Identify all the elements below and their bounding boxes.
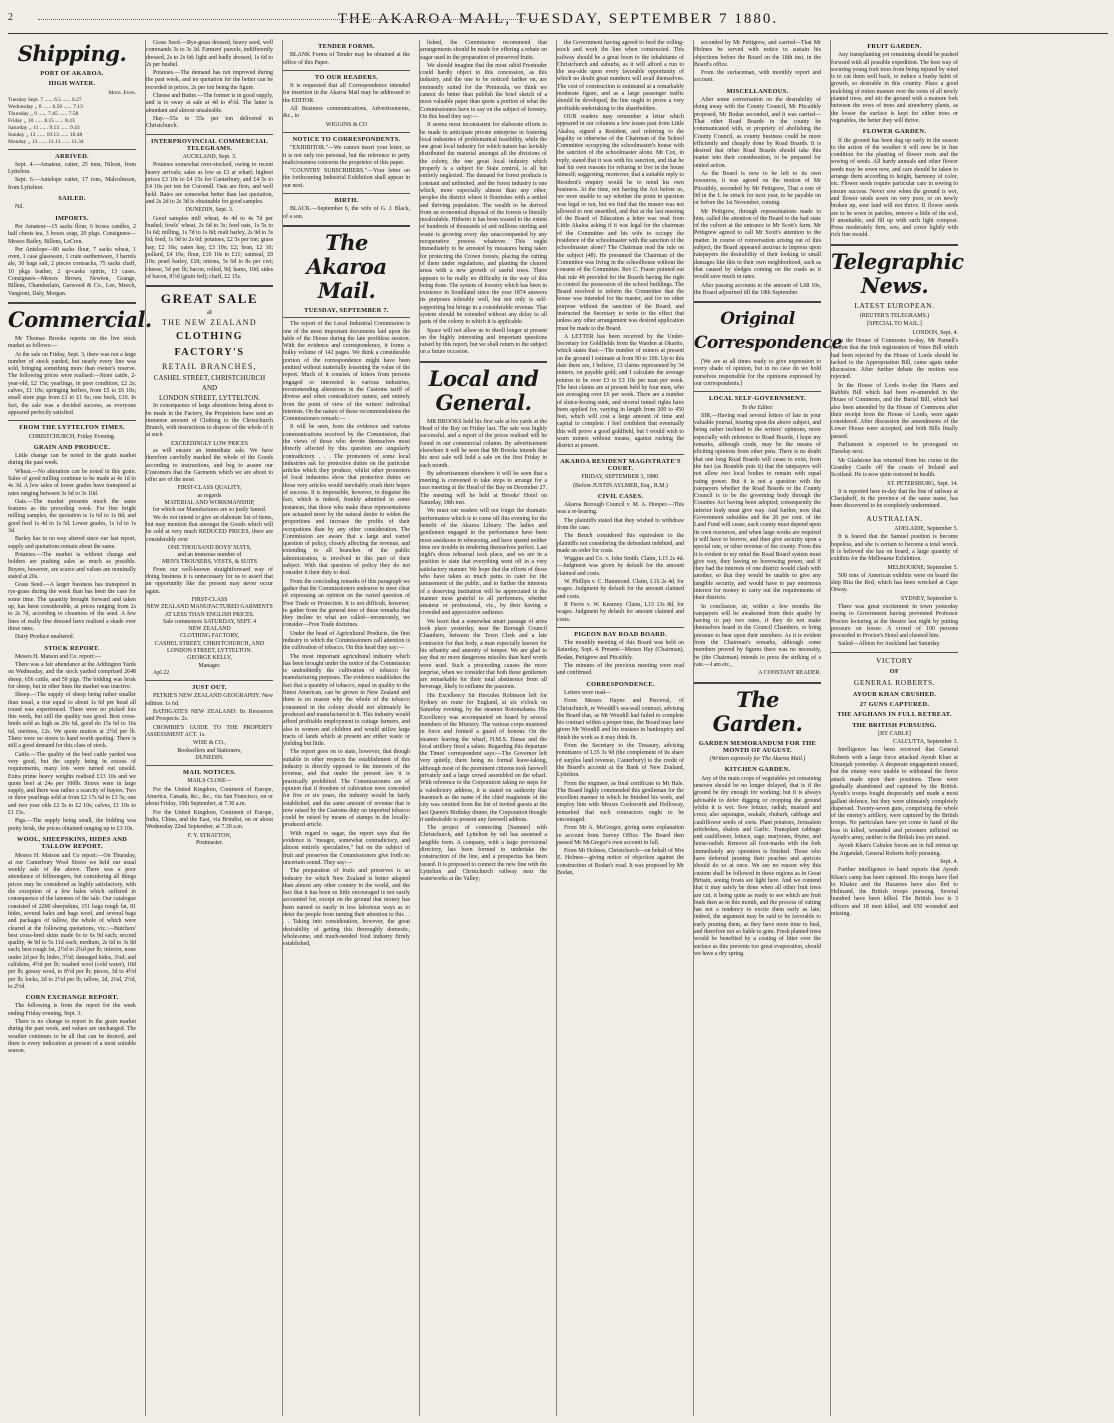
paragraph: As the Board is now to be left to its own resources, it was agreed on the motion of Mr Pitcaithly, seconded by Mr Pettigrew, That a rate of 9d in the L be struck for next year, to be payable on or before the 1st November, coming. [694,171,821,207]
paragraph: At the sale on Friday, Sept. 3, there was not a large number of stock yarded, but nearly every line was sold, bringing something more than owner's reserve. The following prices were realised:—Store cattle, 2-year-old, £2 15s; yearlings, in poor condition, £2 2s; calves, £1 10s; springing heifers, from £5 to £6 10s; small store pigs from £1 to £1 6s; one buck, £10. In fact, the sale was a decided success, as everyone appeared perfectly satisfied. [8,351,136,416]
editorial-date: TUESDAY, SEPTEMBER 7. [304,306,389,314]
paragraph: From our well-known straightforward way of doing business it is unnecessary for us to assert that an opportunity like the present may never occur again. [146,566,273,595]
court-heading: AKAROA RESIDENT MAGISTRATE'S COURT. [560,457,681,472]
paragraph: From the engineer, as final certificate to Mr Hale. The Board highly commended this gentleman for the excellent manner in which he finished his work, and employ him with Messrs Cockworth and Holloway, remarked that such contractors ought to be encouraged. [557,780,684,823]
birth-heading: BIRTH. [334,197,359,205]
ad-line: CLOTHING FACTORY, [180,633,239,640]
paragraph: Little change can be noted in the grain market during the past week. [8,453,136,467]
paragraph: the Government having agreed to feed the rolling-stock and work the line when constructed. This railway should be a great boon to the inhabitants of Christchurch and suburbs, as it will afford a run to the sea-side upon every favorable opportunity of which no doubt great numbers will avail themselves. The cost of construction is estimated at a remarkably moderate figure, and as a large passenger traffic should be developed, the line ought to prove a very profitable undertaking to the shareholders. [557,40,684,112]
ad-line: Postmaster. [196,839,223,846]
column-3 [282,40,410,1416]
clothing-ad [146,291,273,403]
ad-title: GREAT SALE [160,291,259,307]
paragraph: Sailed—Albion for Auckland last Saturday. [838,641,941,648]
tide-row: Saturday ,, 11 ...... 9.13 ...... 9.43 [8,124,80,131]
ad-text: at [206,308,213,317]
ad-line: CASHEL STREET, CHRISTCHURCH, AND [154,640,265,647]
ad-text: AND [201,384,218,393]
tide-row: Tuesday Sept. 7 ...... 6.5 ...... 6.27 [8,96,82,103]
paragraph: From Messrs Hayns and Perceval, of Christchurch, re Woodill's sea-wall contract, advising the Board that, as Mr Woodill had failed to complete his contract within a proper time, the Board may have given Mr Woodill and his trustees in bankruptcy and finish the work as it may think fit. [557,698,684,741]
just-out-heading: JUST OUT. [192,684,227,692]
byline: (Written expressly for The Akaroa Mail.) [709,756,806,763]
paragraph: After some conversation on the desirability of doing away with the County Council, Mr Pitcaithly proposed, Mr Bodan seconded, and it was carried—That other Road Boards in the county be communicated with, re propriety of abolishing the County Council, as county business could be more efficiently and cheaply done by Road Boards. It is desired that other Road Boards should take this matter into their consideration, to be prepared for united action. [694,97,821,169]
salutation: To the Editor. [741,404,774,411]
page-number: 2 [8,12,13,23]
ad-line: AT LESS THAN ENGLISH PRICES. [164,611,255,618]
editorial-masthead: The Akaroa Mail. [306,229,387,303]
dateline: (Before JUSTIN AYLMER, Esq., R.M.) [573,482,668,489]
paragraph: The preparation of fruits and preserves is an industry for which New Zealand is better adapted than almost any other country in the world, and the fact that it has been so little encouraged is not easily accounted for, except on the ground that money has been earned so easily in less laborious ways as to deter the people from turning their attention to this . . . . Taking into consideration, however, the great desirability of getting this thoroughly domestic, wholesome, and much-needed food industry firmly established, [283,868,410,948]
column-7 [830,40,964,1416]
paragraph: Any of the main crops of vegetables yet remaining unsown should be no longer delayed, that is if the ground be dry enough for working; but it is always advisable to defer digging or cropping the ground whilst it is wet. Sow lettuce, radish, mustard and cress; also asparagus, seakale, rhubarb, cabbage and cauliflower seeds of sorts. Plant potatoes, Jerusalem artichokes, shalots and Garlic. Transplant cabbage and cauliflower, lettuce, sage, marjoram, thyme, and horse-radish. Remove all foot-marks with the fork immediately any operation is finished. Those who have deferred pruning their peaches and apricots should do so at once. We see no reason why this custom shall be followed in these regions as in Great Britain, seeing frosts are light here. And we contend that it may safely be done when all other fruit trees are cut, it being quite as ready to see which are fruit buds then as in this month, and the process of cutting has not a tendency to excite them early as late; indeed, the argument may be said to be favorable to early pruning them, as they have more time to heal, and therefore not so liable to gum. Fresh planted trees would be benefited by a coating of litter over the surface as this prevents too great evaporation, should we have a dry spring. [694,775,821,957]
dateline: FRIDAY, SEPTEMBER 3, 1880. [581,474,660,481]
divider [8,149,136,150]
tender-heading: TENDER FORMS. [318,43,375,50]
paragraph: lished, the Commission recommend that arrangements should be made for offering a rebate on sugar used in the preparation of preserved fruits. [420,40,547,61]
dateline: Sept. 4. [940,858,958,865]
tide-row: Monday ,, 13 ...... 11.13 ...... 11.34 [8,138,84,145]
paragraph: CROMBIE'S GUIDE TO THE PROPERTY ASSESSMENT ACT. 1s. [146,724,273,738]
paragraph: Messrs H. Matson and Co. report:— [15,653,101,660]
tide-header: Morn. Even. [108,89,136,96]
corn-heading: CORN EXCHANGE REPORT. [25,994,119,1002]
ad-line: LONDON STREET, LYTTELTON. [166,648,253,654]
flower-garden-heading: FLOWER GARDEN. [862,128,927,136]
paragraph: Letters were read— [564,689,611,696]
correspondence-section-heading: Original Correspondence [694,309,842,354]
readers-heading: TO OUR READERS. [314,73,379,81]
imports-heading: IMPORTS. [55,214,89,222]
divider [283,132,410,133]
divider [146,680,273,681]
ad-line: WISE & CO., [192,740,227,747]
divider [283,317,410,318]
port-heading: PORT OF AKAROA. [40,70,104,77]
tide-row: Thursday ,, 9 ...... 7.45 ...... 7.58 [8,110,79,117]
dateline: CALCUTTA, September 3. [893,739,958,746]
column-1 [8,40,152,1416]
paragraph: A LETTER has been received by the Under-Secretary for Goldfields from the Warden at Okarito, which states that:—The number of miners at present on the ground I estimate at from 90 to 100. Up to this date there are, I believe, 13 claims represented by 34 miners, on payable gold; and I calculate the average returns to be over £3 to £3 10s per man per week. The best claims are at present held by four men, who are averaging over £6 per week. There are a number of sluice-boxing sunk, and several tunnel rights have been applied for, varying in length from 200 to 450 feet, which will cost a large amount of time and capital to complete. I feel confident that eventually this will prove a good goldfield, but I would wish to warn miners without means, against rushing the district at present. [557,333,684,450]
tide-row: Sunday ,, 12 ...... 10.13 ...... 10.48 [8,131,83,138]
correspondence-heading: CORRESPONDENCE. [586,680,655,688]
paragraph: There was a fair attendance at the Addington Yards on Wednesday, and the stock yarded comprised 2648 sheep, 656 cattle, and 59 pigs. The bidding was brisk for sheep, but in other lines the market was inactive. [8,662,136,690]
newspaper-page [8,6,1108,1416]
divider [694,391,821,392]
ad-line: DUNEDIN. [195,754,224,761]
paragraph: Parliament is expected to be prorogued on Tuesday next. [831,442,958,456]
paragraph: We must our readers will not forget the dramatic performance which is to come off this evening for the benefit of the Akaroa Library. The ladies and gentlemen engaged in the performance have been most assiduous in rehearsing, and have spared neither time nor trouble in rendering themselves perfect. Last night's dress rehearsal took place, and we are in a position to state that everything went off in a very satisfactory manner. We hope that the efforts of those who have taken so much pains to cater for the amusement of the public, and to further the interests of a deserving institution will be appreciated in the manner most grateful to all performers, whether amateur or professional, viz., by their having a crowded and appreciative audience. [420,508,547,617]
ad-text: LONDON STREET, LYTTELTON. [158,394,261,403]
ad-line: ONE THOUSAND BOYS' SUITS, [167,544,252,551]
divider [557,627,684,628]
paragraph: The plaintiffs stated that they wished to withdraw from the case. [557,517,684,531]
ad-text: CLOTHING FACTORY'S [174,331,245,359]
paragraph: Grass Seed.—Rye-grass dressed, heavy seed, well commands 3s to 3s 3d. Farmers' parcels, indifferently dressed, 2s to 2s 6d; light and badly dressed, 1s 6d to 2s per bushel. [146,40,273,68]
garden-memo-heading: GARDEN MEMORANDUM FOR THE MONTH OF AUGUST. [698,739,817,754]
paragraph: Any transplanting yet remaining should be pushed forward with all possible expedition. The best way of securing young fruit trees from being injured by wind is to cut them well back, to induce a bushy habit of growth, so desirable in this country. Place a good mulching of rotten manure over the roots of all newly planted trees, and stir the ground with a manure fork between the rows of trees and strawberry plants, as the looser the surface is kept for either trees or vegetables, the better they will thrive. [831,52,958,124]
masthead [8,6,1108,34]
source-heading: FROM THE LYTTELTON TIMES. [19,424,125,432]
ad-date: Apl 22 [153,669,170,676]
grain-heading: GRAIN AND PRODUCE. [33,443,111,451]
paragraph: Oats.—The market presents much the same features as the preceding week. For fine bright milling samples, the quotation is 1s 6d to 1s 8d; and good feed 1s 4d to 1s 5d. Lower grades, 1s 1d to 1s 3d. [8,498,136,535]
paragraph: Mr Gladstone has returned from his cruise in the Grantley Castle off the coasts of Ireland and Scotland. He is now quite restored in health. [831,457,958,479]
paragraph: seconded by Mr Pettigrew, and carried—That Mr Holmes be served with notice to sustain his objections before the Board on the 18th inst, in the Board's office. [694,40,821,68]
shipping-heading: Shipping. [17,41,127,66]
paragraph: Sheep.—The supply of sheep being rather smaller than usual, a rise equal to about 1s 6d per head all round was experienced. There were no picked lots this week, but still the quality was good. Best cross-breds sold as high as 20s 6d, good do 15s 6d to 16s 6d, merinos, 12s. We quote mutton at 2½d per lb. There were no stores to hand worth quoting. There is still a good demand for this class of stock. [8,692,136,750]
paragraph: Space will not allow us to dwell longer at present on the highly interesting and important questions raised by this report, but we shall return to the subject on a future occasion. [420,327,547,356]
paragraph: If the ground has been dug up early in the season to the action of the weather it will now be in fine condition for the planting of flower roots and the sowing of seeds. All hardy annuals and other flower seeds may be sown now, and care should be taken to arrange them according to height, harmony of color, etc. Flower seeds require particular care in sowing to ensure success. Never sow when the ground is wet, and flower seeds sown on very poor, or on newly broken up, sour land will not thrive. If flower seeds are to be sown in patches, remove a little of the soil, if unsuitable, and fill up with such light compost. Press moderately firm, sow, and cover lightly with rich fine mould. [831,137,958,239]
paragraph: OUR readers may remember a letter which appeared in our columns a few issues past from Little Akaloa, signed a Resident, and referring to the legality or otherwise of the Chairman of the School Committee occupying the schoolmaster's house with the sanction of the schoolmaster alone. Mr Cox, in reply, stated that it was with his sanction, and that he had his own reasons for refusing to live in the house himself; suggesting, moreover, that a suitable reply to Resident's enquiry would be to mind his own business. At the time, not having the Act before us, we were unable to say whether the point in question was legal or not, but we find that the master was not allowed to rent unsettled, and that at the last meeting of the Board of Education a letter was read from Little Akaloa asking if it was legal for the chairman of the Committee and his wife to occupy the residence of the schoolmaster with the sanction of the schoolmaster alone? The Chairman read the rule on the subject (48). He presumed the Chairman of the Committee was living in the schoolhouse without the consent of the Committee. Rev C. Fraser pointed out that rule 48 provided for the Boards having the right to control the possession of the school buildings. The Board resolved to inform the Committee that the house was intended for the master, and for no other purpose without the sanction of the Board; and instructed the Secretary to write to the effect that unless any other arrangement was desired application must be made to the Board. [557,113,684,332]
paragraph: The following is from the report for the week ending Friday evening, Sept. 3. [8,1003,136,1017]
paragraph: Potatoes somewhat over-stocked, owing to recent heavy arrivals; sales as low as £3 at wharf; highest prices £3 10s to £4 15s for Canterbury, and £4 5s to £4 10s per ton for Coromdl. Oats are firm, and well held. Rates are somewhat better than last quotation, and 2s 2d to 2s 3d is obtainable for good samples. [146,162,273,205]
dateline: ST. PETERSBURG, Sept. 14. [887,480,958,487]
paragraph: All Business communications, Advertisements, &c., to [283,106,410,120]
paragraph: In conclusion, sir, within a few months the ratepayers will be awakened from their apathy by having to pay two rates, if they do not make themselves heard in the Council Chambers, or bring pressure to bear upon their members. As it is evident from the Chairman's remarks, although some members proved by figures there was no necessity, he (the Chairman) intends to press the striking of a rate.—I am etc., [694,603,821,668]
column-4 [419,40,547,1416]
paragraph: Sept. 6.—Antelope cutter, 17 tons, Malcolmson, from Lyttelton. [8,177,136,191]
paragraph: His Excellency Sir Hercules Robinson left for Sydney en route for England, at six o'clock on Saturday evening, by the steamer Rotomahana. His Excellency was accompanied on board by several members of the Ministry. The various corps mustered in force and formed a guard of honour. On the steamer leaving the wharf, H.M.S. Danae and the local artillery fired a salute. Regarding this departure the Times' correspondent says:—The Governor left very quietly, there being no formal leave-taking, although most of the prominent citizens took farewell privately and a large crowd assembled on the wharf. With reference to the Corporation taking no steps for a valedictory address, it is stated on authority that inasmuch as the name of the chief magistrate of the city was omitted from the list of invited guests at the last Queen's Birthday dinner, the Corporation thought it undesirable to present any farewell address. [420,692,547,823]
correspondents-heading: NOTICE TO CORRESPONDENTS. [292,135,401,143]
paragraph: In the House of Lords to-day the Hares and Rabbits Bill which had been re-amended in the House of Commons, and the Burial Bill, which had also been amended by the House of Commons after their receipt from the House of Lords, were again considered. After discussion the amendments of the Lower House were accepted, and both Bills finally passed. [831,382,958,440]
ad-line: Manager. [198,662,221,669]
arrived-heading: ARRIVED. [55,152,89,160]
column-5 [556,40,684,1416]
byline: [BY CABLE] [878,730,911,737]
paragraph: Potatoes.—The demand has not improved during the past week, and no quotation for the better can be recorded in prices, 2s per ton being the figure. [146,70,273,91]
commercial-heading: Commercial. [8,306,152,332]
dateline: LONDON, Sept. 4. [912,329,958,336]
paragraph: Under the head of Agricultural Products, the first industry to which the Commissioners call attention is the cultivation of tobacco. On this head they say:— [283,630,410,652]
paragraph: The Bench considered this equivalent to the plaintiffs not considering the defendant indebted, and made an order for costs. [557,533,684,554]
paragraph: Nil. [15,204,24,211]
sailed-heading: SAILED. [58,195,86,203]
headline: OF [889,668,900,676]
paragraph: From Mr A. McGregor, giving some explanation re account from Survey Office. The Board then passed Mr McGregor's own account in full. [557,825,684,846]
ad-line: FIRST-CLASS QUALITY, [177,485,242,492]
ad-line: and an immense number of [177,552,242,559]
paragraph: Potatoes.—The market is without change and holders are pushing sales as much as possible. Buyers, however, are scarce and values are nominally stated at 20s. [8,551,136,580]
column-2 [145,40,273,1416]
divider [694,301,821,303]
paragraph: Good samples mill wheat, 4s 4d to 4s 7d per bushel; fowls' wheat, 2s 6d to 3s; feed oats, 1s 5s to 1s 6d; milling, 1s 7d to 1s 8d; malt barley, 2s 9d to 3s 6d; feed, 1s 9d to 2s 6d; potatoes, £2 5s per ton; grass hay, £2 10s; oaten hay, £3 10s; £2; bran, £2 10; pollard, £4 10s; flour, £10 10s to £11; oatmeal, £9 10s; pearl barley, £18; onions, 5s 6d to 8s per cwt; cheese, 5d per lb; bacon, rolled, 9d; hams, 10d; sides of bacon, 8½d (grain fed); chaff, £2 15s. [146,215,273,280]
paragraph: 500 tons of American exhibits were on board the ship Rita the Red, which has been wrecked at Cape Otway. [831,572,958,594]
ad-line: EXCEEDINGLY LOW PRICES [171,440,248,447]
paragraph: Mr Thomas Brooks reports on the live stock market as follows:— [8,335,136,350]
stock-heading: STOCK REPORT. [44,644,100,652]
paragraph: From the surfaceman, with monthly report and account. [694,70,821,84]
garden-heading: The Garden. [712,686,803,736]
paragraph: From the Secretary to the Treasury, advising remittance of L35 3s 9d (the complement of its share of surplus land revenue, Canterbury) to the credit of the Board's account at the Bank of New Zealand, Lyttelton. [557,743,684,779]
divider [557,454,684,455]
headline: THE AFGHANS IN FULL RETREAT. [837,711,952,719]
paragraph: Wheat.—No alteration can be noted in this grain. Sales of good milling continue to be made at 4s 1d to 4s 3d. A few sales of lower grades have transpired at rates ranging between 3s 6d to 3s 10d. [8,468,136,497]
paragraph: Cattle.—The quality of the beef cattle yarded was very good, but the supply being in excess of requirements, many lots were turned out unsold. Extra prime heavy weights realised £13 10s and we quote beef at 24s per 100lb. Stores were in large supply, and there was rather a scarcity of buyers. Two or three yearlings sold at from £2 17s 6d to £3 5s; one and two year olds £2 5s to £2 10s; calves, £1 10s to £1 15s. [8,751,136,817]
divider [8,302,136,304]
headline: GENERAL ROBERTS. [853,678,936,688]
paragraph: BATHGATE'S NEW ZEALAND: Its Resources and Prospects. 2s. [146,709,273,723]
headline: 27 GUNS CAPTURED. [859,700,930,708]
telegraphic-heading: Telegraphic News. [831,248,964,298]
tide-row: Wednesday ,, 8 ...... 6.50 ...... 7.13 [8,103,83,110]
headline: THE BRITISH PURSUING. [852,721,937,729]
road-board-heading: PIGEON BAY ROAD BOARD. [574,630,667,638]
divider [694,682,821,684]
paragraph: Wiggins and Co. v. John Smith. Claim, L15 2s 4d.—Judgment was given by default for the amount claimed and costs. [557,556,684,577]
paragraph: The report of the Local Industrial Commission is one of the most important documents laid upon the table of the House during the late profitless session. With the evidence and correspondence, it forms a bulky volume of 142 pages. We think a considerable portion of the correspondence might have been omitted without materially lessening the value of the report. Much of it consists of letters from persons engaged or interested in various industries, recommending alterations in the Customs tariff of diverse and often contradictory nature, and entirely from the point of view of the writers' individual interests. On the nature of these recommendations the Commissioners remark:— [283,321,410,423]
paragraph: Per Antelope—80 sacks flour, 7 sacks wheat, 1 oven, 1 case glassware, 1 crate earthenware, 3 barrels ale, 30 bags salt, 2 pieces cornsacks, 75 sacks chaff, 10 pkgs leather, 2 qr-casks spirits, 13 cases. Consignees—Messrs Brown, Newton, Grange, Billens, Chamberlain, Garwood & Co., Lee, Meech, Vangioni, Daly, Morgan. [8,246,136,297]
divider [146,765,273,766]
paragraph: Further intelligence to hand reports that Ayoub Khan's camp has been captured. His troops have fled to Khakrz and the Hazarees have also fled to Helmand, the British troops pursuing. Several hundred have been killed. The British loss is 3 officers and 18 men killed, and 650 wounded and missing. [831,867,958,917]
divider [420,361,547,363]
paragraph: After passing accounts to the amount of L68 10s, the Board adjourned till the 18th September. [694,282,821,296]
divider [283,225,410,227]
paragraph: SIR,—Having read several letters of late in your valuable journal, bearing upon the above subject, and being rather inclined to the writers' opinions, more especially with reference to Road Boards, I hope my remarks, although crude, may be the means of eliciting opinions from other pens. There is no doubt that one long Road Boards will cease to exist, from the fact (as Bramble puts it) that the ratepayers will not allow two local bodies to remain with equal rating power. But it is not a question with the ratepayers whether the Road Boards or the County Council is to be the governing body through the Counties Act having been adopted; consequently the inferior body must give way. And further, now that Government subsidies and the 20 per cent. of the Land Fund will cease, each county must depend upon its own resources, and when large works are required it will have to borrow, and then give security upon a special rate, or other revenue of the county. From this it is evident to my mind the Road Board system must give way, they having no borrowing power, and if they had the interests of one district would clash with another, so that they would be unable to give any tangible security, and would have to pay enormous interest for money to carry out the requirements of their districts. [694,412,821,602]
paragraph: MAILS CLOSE— [187,778,232,785]
tide-table [8,90,136,146]
paragraph: R Ferris v. W. Kearney. Claim, L13 13s 8d, for wages. Judgment by default for amount claimed and costs. [557,601,684,623]
paragraph: Messrs H. Matson and Co report:—On Thursday, at our Canterbury Wool Stores we held our usual weekly sale of the above. There was a poor attendance of fellmongers, but considering all things prices may be considered as highly satisfactory, with the exception of a few bales which suffered in consequence of the lateness of the sale. Our catalogue consisted of 2200 sheepskins, 151 bags rough fat, 81 hides, several bales and bags wool, and several bags and packages of tallow, the whole of which were cleared at the following quotations, viz.:—Butchers' best cross-bred skins made 6s to 6s 9d each; second quality, 4s 9d to 5s 11d each; medium, 2s 6d to 3s 8d each; best rough fat, 2½d to 2¾d per lb; inferior, none under 2d per lb; hides, 3½d; damaged hides, 3¼d; and calfskins, 4½d per lb; washed wool (cold water), 10d per lb; greasy wool, to 8½d per lb; pieces, 3d to 4½d per lb; locks, 2d to 2½d per lb; tallow, 2d, 2¼d, 2½d, to 2½d. [8,852,136,990]
paragraph: With regard to sugar, the report says that the evidence is "meagre, somewhat contradictory, and almost entirely speculative," but on the subject of fruit and preserves the Commissioners give forth no uncertain sound. They say:— [283,830,410,866]
misc-heading: MISCELLANEOUS. [726,87,789,95]
ad-line: GEORGE KELLY, [187,655,232,662]
paragraph: In consequence of large alterations being about to be made in the Factory, the Proprietors have sent an immense amount of Clothing to the Christchurch Branch, with instructions to dispose of the whole of it at such [146,403,273,439]
civil-heading: CIVIL CASES. [597,492,644,500]
ad-line: Booksellers and Stationers, [177,747,242,754]
fruit-garden-heading: FRUIT GARDEN. [867,43,922,50]
paragraph: "COUNTRY SUBSCRIBERS."—Your letter on the forthcoming Industrial Exhibition shall appear in our next. [283,168,410,189]
paragraph: Ayoub Khan's Cabulee forces are in full retreat up the Argandab, General Roberts hotly pursuing. [831,843,958,857]
dateline: ADELAIDE, September 5. [894,526,958,533]
paragraph: The most important agricultural industry which has been brought under the notice of the Commission is undoubtedly the cultivation of tobacco for manufacturing purposes. The evidence establishes the fact that a quantity of tobacco, equal in quality to the finest American, can be grown in New Zealand and there is no reason why the whole of the tobacco consumed in the colony should not ultimately be produced and manufactured in it. This industry would afford profitable employment to cottage farmers, and also to women and children and would utilize large tracts of lands which at present are either waste or yielding but little. [283,653,410,748]
paragraph: Per Amateur—15 sacks flour, 6 boxes candles, 2 half chests tea, 3 boxes soap, 20 pkgs. Consignees—Messrs Bailey, Billens, LeCren. [8,223,136,245]
dateline: CHRISTCHURCH, Friday Evening. [28,433,116,440]
paragraph: The project of connecting [Sumner] with Christchurch, and Lyttelton by rail has assumed a tangible form. A company, with a large provisional directory, has been formed to undertake the construction of the line, and a prospectus has been issued. It is proposed to connect the new line with the Lyttelton and Christchurch railway near the waterworks at the Valley; [420,825,547,883]
paragraph: Pigs.—The supply being small, the bidding was pretty brisk, the prices obtained ranging up to £3 10s. [8,818,136,832]
paragraph: Sept. 4.—Amateur, cutter, 25 tons, Nilson, from Lyttelton. [8,161,136,176]
dateline: DUNEDIN, Sept. 3. [185,207,234,214]
paragraph: We do not intend to give an elaborate list of items, but may mention that amongst the Goods which will be sold at very much REDUCED PRICES, there are considerably over [146,514,273,543]
paragraph: It is reported here to-day that the line of railway at Charjahoff, in the province of the same name, has been discovered to be completely undermined. [831,488,958,510]
ad-line: F. Y. STRATTON, [187,832,232,839]
paragraph: Grass Seed.—A larger business has transpired in rye-grass during the week than has been the case for some time. The quantity brought forward and taken up, has been considerable, at prices ranging from 2s to 2s 7d, according to cleanness of the seed. A few lines of really fine dressed have realised a shade over these rates. [8,582,136,632]
dateline: SYDNEY, September 6. [900,595,958,602]
paragraph: There is no change to report in the grain market during the past week, and values are unchanged. The weather continues to be all that can be desired, and there is every indication at present of a most suitable season. [8,1019,136,1055]
ad-line: as regards [197,492,222,499]
divider [8,420,136,421]
local-general-heading: Local and General. [428,365,539,415]
ad-line: for which our Manufactures are so justly famed. [152,507,267,514]
australian-heading: AUSTRALIAN. [866,513,923,523]
ad-text: RETAIL BRANCHES, [162,362,257,372]
paragraph: Cheese and Butter.—The former is in good supply, and is to sway at sale at 4d to 4½d. The latter is abundant and almost unsaleable. [146,93,273,114]
divider [831,652,958,653]
ad-text: CASHEL STREET, CHRISTCHURCH [153,374,266,383]
ad-line: MATERIAL AND WORKMANSHIP, [164,500,255,507]
paragraph: It will be seen, from the evidence and various communications received by the Commission, that the views of those who devote themselves most directly affected by this question are singularly contradictory. . . . The promoters of some local industries ask for protective duties on the particular articles which they produce, whilst other promoters of local industries show that protective duties on those very articles would inevitably crush their hopes of success. It is impossible, however, to disguise the fact, which is indeed, frankly admitted in some instances, that those who make these representations are actuated more by the natural desire to widen the proportions and increase the profits of their occupations than by any other consideration. The Commission are aware that a large and varied question of policy, closely affecting the revenue, and extending to all branches of the public administration, is involved in this part of their subject. With that question of policy they do not consider it their duty to deal. [283,424,410,577]
paragraph: Dairy Produce unaltered. [15,634,75,641]
ad-text: THE NEW ZEALAND [162,318,257,328]
paragraph: [We are at all times ready to give expression to every shade of opinion, but in no case do we hold ourselves responsible for the opinions expressed by our correspondents.] [694,359,821,387]
paragraph: It is feared that the Samuel position is become hopeless, and she is certain to become a total wreck. It is believed she has on board, a large quantity of exhibits for the Melbourne Exhibition. [831,534,958,563]
divider [146,285,273,287]
paragraph: It seems most inconsistent for elaborate efforts to be made to anticipate private enterprise in fostering local industries of problematical feasibility, while the one great local industry for which nature has lavishly distributed the material amongst all the divisions of the colony, the one great local industry which properly is a subject for State control, is all but entirely neglected. The demand for forest products is constant and unlimited, and the forest industry is one which, more especially almost than any other, peoples the district where it flourishes with a settled and thriving population. The wealth to be derived from an economical disposal of the forests is literally incalculable. Hitherto it has been wasted to the extent of hundreds of thousands of and millions sterling and waste is growing every day unaccompanied by any recuperative process whatever. This ought immediately to be arrested by measures being taken for protecting the Crown forests, placing the cutting of them under regulations, and planting the cleared areas with a new growth of useful trees. There appears to be really no difficulty in the way of this being done. The system of forestry which has been in existence in Southland since the year 1874 answers its purposes tolerably well, but not only is self-supporting but brings in a considerable revenue. That system should be extended without any delay to all parts of the colony to which it is applicable. [420,122,547,326]
paragraph: Intelligence has been received that General Roberts with a large force attacked Ayoub Khan at Umanjah yesterday. A desperate engagement ensued, but the enemy were unable to withstand the fierce attack made upon their positions. These were gradually abandoned and captured by the British. Ayoub's troops fought desperately and made a most gallant defence, but they were ultimately completely dispersed. Twenty-seven guns, comprising the whole of the enemy's artillery, were captured by the British troops. No particulars have yet come to hand of the loss in killed, wounded and prisoners inflicted on Ayoub's army, neither is the British loss yet stated. [831,747,958,842]
paragraph: PETRIE'S NEW ZEALAND GEOGRAPHY. New edition. 1s 6d. [146,693,273,707]
dateline: MELBOURNE, September 5. [887,564,958,571]
divider [283,70,410,71]
paragraph: W. Phillips v. C. Hammond. Claim, L16 2s 4d, for wages. Judgment by default for the amount claimed and costs. [557,579,684,600]
tide-row: Friday ,, 10 ...... 8.15 ...... 8.43 [8,117,75,124]
page-title: THE AKAROA MAIL, TUESDAY, SEPTEMBER 7 1880. [337,11,779,27]
paragraph: Barley has in no way altered since our last report, supply and quotations remain about the same. [8,536,136,550]
paragraph: Akaroa Borough Council v. M. A. Hooper.—This was a re-hearing. [557,502,684,516]
headline: AYOUB KHAN CRUSHED. [852,690,937,698]
paragraph: For the United Kingdom, Continent of Europe, America, Canada, &c., &c., via San Francisco, on or about Friday, 10th September, at 7.30 a.m. [146,786,273,808]
paragraph: BLACK.—September 6, the wife of G. J. Black, of a son. [283,206,410,220]
victory-heading: VICTORY [876,655,913,665]
paragraph: There was great excitement in town yesterday owing to Government having prevented Professor Proctor lecturing at the theatre last night by putting pressure on lessee. A crowd of 100 persons proceeded to Proctor's Hotel and cheered him. [831,604,958,640]
self-government-heading: LOCAL SELF-GOVERNMENT. [708,395,807,403]
latest-european-heading: LATEST EUROPEAN. [854,300,935,310]
paragraph: The report goes on to state, however, that though suitable in other respects the establishment of this industry is directly opposed to the interests of the revenue, and that under the present law it is practically prohibited. The Commissioners are of opinion that if freedom of cultivation were conceded for five or six years, the industry would be fairly established, and the same amount of revenue that is now raised by the Customs duty on imported tobacco could be raised by means of stamps in the locally-produced article. [283,749,410,829]
leader-dots [38,19,548,20]
paragraph: We learn that a somewhat smart passage of arms took place yesterday, near the Borough Council Chambers, between the Town Clerk and a late contractor for that body, a man especially known for his urbanity and amenity of temper. We are glad to say that no more dangerous missiles than hard words were used. Such a proceeding causes the more surprise, when we consider that both these gentlemen are remarkable for their total abstinence from all beverage, likely to enflame the passions. [420,618,547,691]
paragraph: BLANK Forms of Tender may be obtained at the office of this Paper. [283,52,410,66]
wool-heading: WOOL, SHEEPSKINS, HIDES AND TALLOW REPORT. [16,835,128,851]
paragraph: The monthly meeting of this Board was held on Saturday, Sept. 4. Present—Messrs Hay (Chairman), Bodan, Pettigrew and Pitcaithly. [557,640,684,661]
mail-notices-heading: MAIL NOTICES. [183,769,236,777]
ad-line: NEW ZEALAND MANUFACTURED GARMENTS [146,604,273,611]
signature: A CONSTANT READER. [758,670,821,677]
paragraph: By advertisement elsewhere it will be seen that a meeting is convened to take steps to arrange for a race meeting at the Head of the Bay on December 27. The meeting will be held at Brooks' Hotel on Saturday, 18th inst. [420,470,547,507]
paragraph: Mr Pettigrew, through representations made to him, called the attention of the Board to the bad state of the culvert at the entrance to Mr Scott's farm. Mr Pettigrew agreed to call Mr Scott's attention to the matter. In course of conversation arising out of this subject, the Board appeared anxious to impress upon ratepayers the desirability of their looking to small damages like this in their own neighborhood, such as that caused by sledges coming on the roads as it would save much in rates. [694,208,821,281]
ad-line: Sale commences SATURDAY, SEPT. 4 [162,618,257,625]
ad-line: NEW ZEALAND [188,626,231,633]
paragraph: From the concluding remarks of this paragraph we gather that the Commissioners endeavor to steer clear of expressing an opinion on the varied question of Free Trade or Protection. It is not difficult, however, to gather from the general tone of these remarks that they incline to what are called—erroneously, we consider—Free Trade doctrines. [283,578,410,629]
paragraph: In the House of Commons to-day, Mr Parnell's motion that the Irish registration of Votes Bill which had been rejected by the House of Lords should be tacked to the Appropriation Bill, came again under discussion. After further debate the motion was rejected. [831,337,958,381]
paragraph: The minutes of the previous meeting were read and confirmed. [557,663,684,677]
paragraph: It is requested that all Correspondence intended for insertion in the Akaroa Mail may be addressed to the EDITOR. [283,83,410,104]
ad-line: MEN'S TROUSERS, VESTS, & SUITS [161,559,258,566]
paragraph: "EXHIBITOR."—We cannot insert your letter, as it is not only too personal, but the reference to petty maliciousness concerns the proprietor of this paper. [283,145,410,166]
telegrams-heading: INTERPROVINCIAL COMMERCIAL TELEGRAMS. [151,137,268,152]
paragraph: MR BROOKS held his first sale at his yards at the Head of the Bay on Friday last. The sale was highly successful, and a report of the prices realised will be found in our commercial column. By advertisement elsewhere it will be seen that Mr Brooks intends that his next sale will hold a sale on the first Friday in each month. [420,418,547,469]
kitchen-garden-heading: KITCHEN GARDEN. [724,766,791,774]
byline: [SPECIAL TO MAIL.] [867,321,922,328]
dateline: AUCKLAND, Sept. 3. [182,154,237,161]
ad-line: FIRST-CLASS [191,596,228,603]
high-water-heading: HIGH WATER. [48,80,96,88]
paragraph: Hay.—55s to 55s per ton delivered in Christchurch. [146,115,273,130]
divider [831,244,958,246]
byline: (REUTER'S TELEGRAMS.) [859,313,930,320]
column-6 [693,40,842,1416]
paragraph: as will ensure an immediate sale. We have therefore carefully marked the whole of the Goods according to instructions, and beg to assure our Customers that the Garments which we are about to offer are of the most [146,447,273,484]
divider [283,193,410,194]
divider [146,134,273,135]
paragraph: From Mr Holmes, Christchurch—on behalf of Mrs E. Holmes—giving notice of objection against the construction of Bodan's road. It was proposed by Mr Bodan, [557,848,684,877]
paragraph: We should imagine that the most rabid Freetrader could hardly object to this concession, as this industry, and the one to be noticed farther on, are eminently suited for the Peninsula, we think we cannot do better than publish the brief sketch of a most valuable paper than quote a portion of what the Commissioners have to say on the subject of forestry. On this head they say:— [420,62,547,120]
paragraph: WIGGINS & CO [325,121,368,128]
paragraph: For the United Kingdom, Continent of Europe, India, China, and the East, via Brindisi, on or about Wednesday 22nd September, at 7.30 a.m. [146,809,273,831]
